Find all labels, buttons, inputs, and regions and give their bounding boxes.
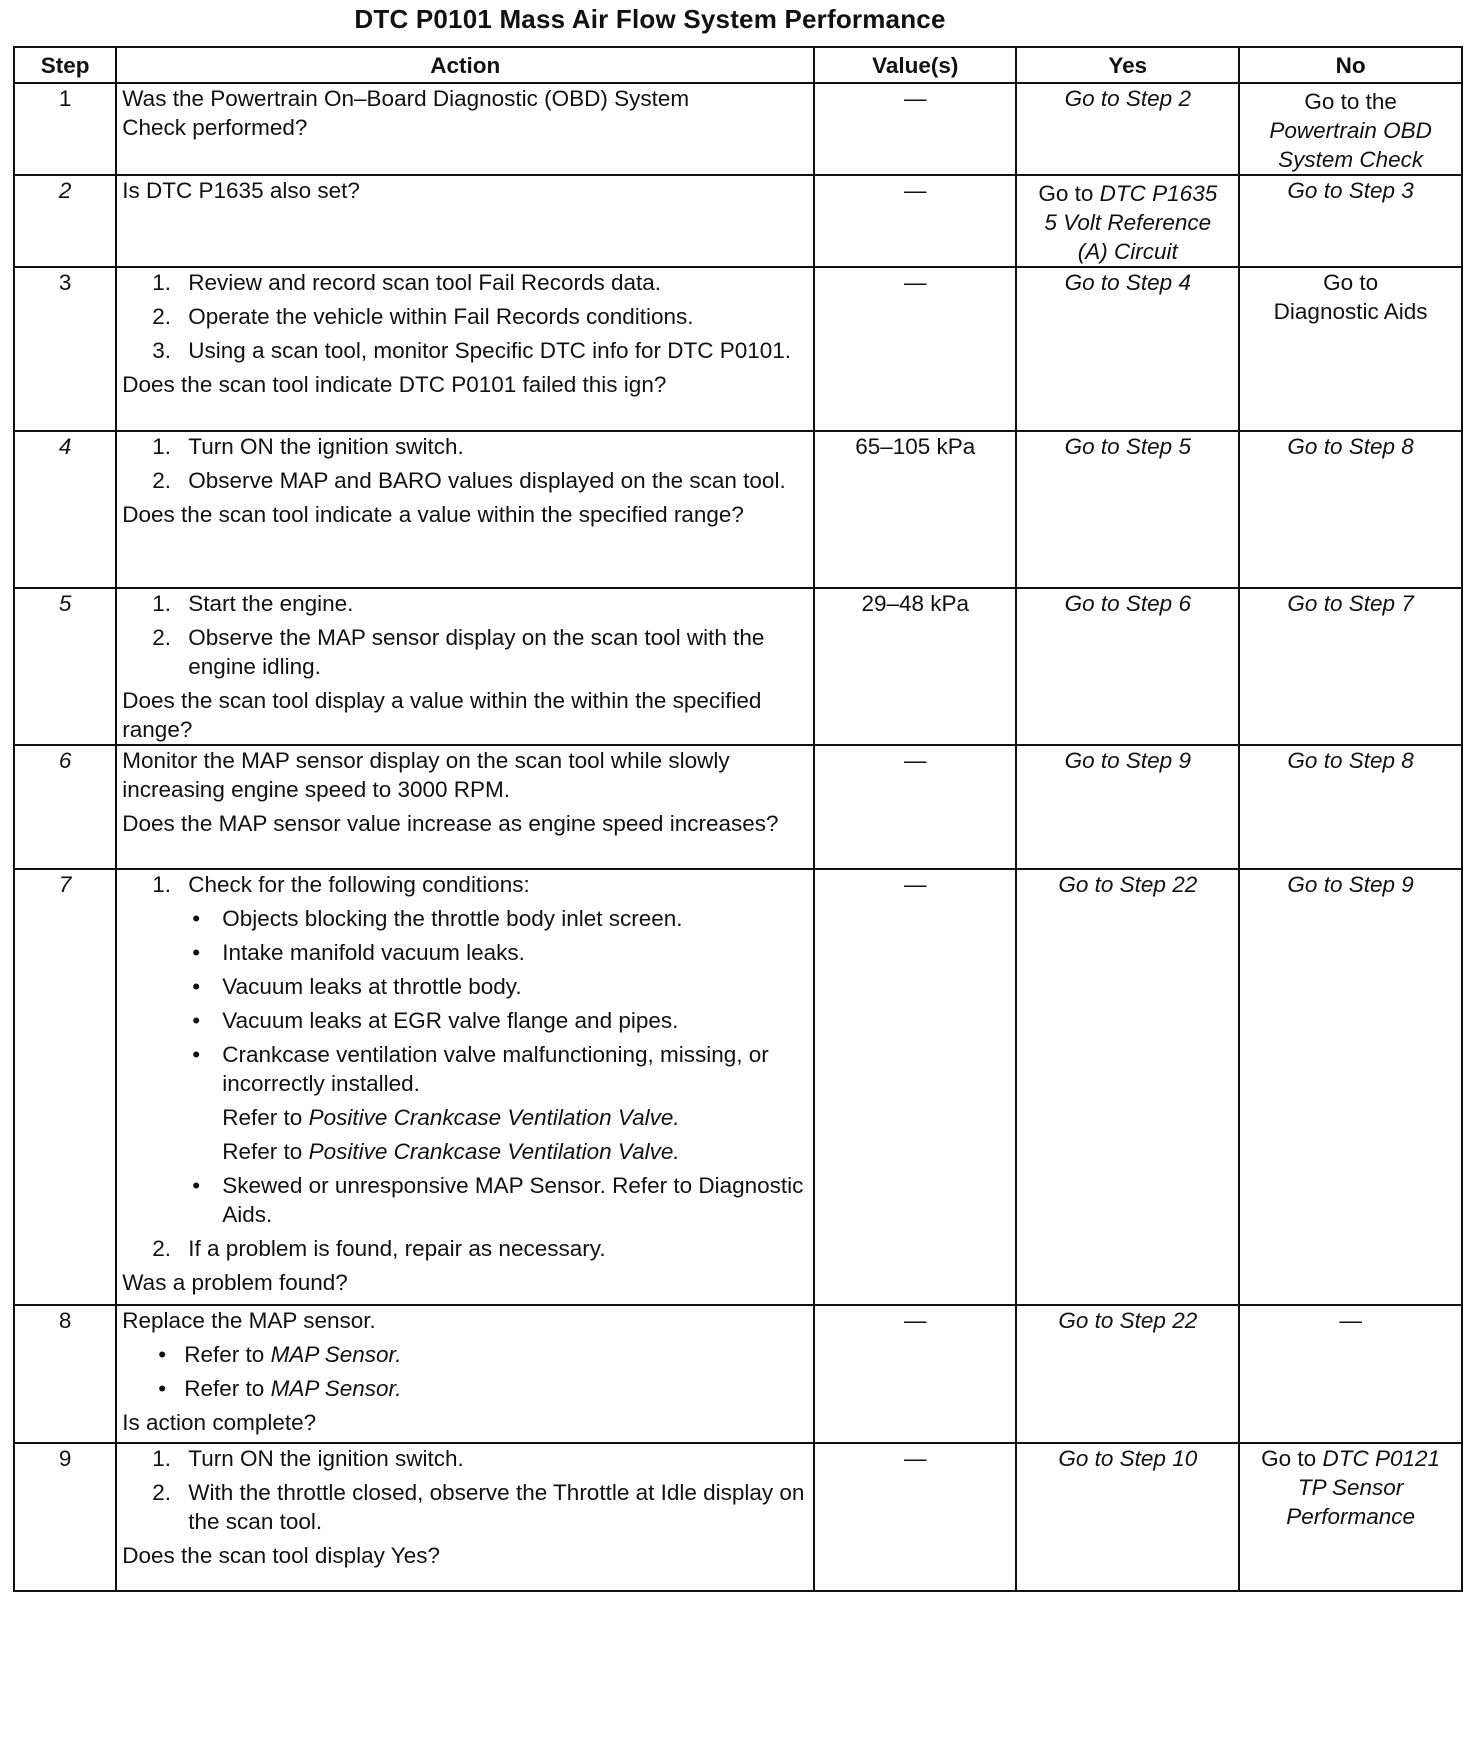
no-cell: Go to Step 3 [1239, 175, 1462, 267]
action-item: 1. Start the engine. [152, 591, 354, 616]
action-question: Does the scan tool indicate a value within the specified range? [122, 502, 744, 527]
action-cell [116, 1305, 814, 1443]
step-number: 9 [14, 1443, 116, 1591]
action-item: 1. Review and record scan tool Fail Records data. [152, 270, 662, 295]
bullet-item: • Intake manifold vacuum leaks. [192, 940, 525, 965]
refer-note: Refer to Positive Crankcase Ventilation Valve. [222, 1105, 680, 1130]
table-header-row [14, 47, 1462, 83]
bullet-item: • Refer to MAP Sensor. [158, 1376, 402, 1401]
action-cell [116, 431, 814, 588]
step-number: 2 [14, 175, 116, 267]
bullet-item: • Skewed or unresponsive MAP Sensor. Refer to Diagnostic Aids. [192, 1173, 804, 1227]
action-text: Monitor the MAP sensor display on the scan tool while slowly increasing engine speed to 3000 RPM. [122, 748, 730, 802]
yes-cell: Go to DTC P1635 5 Volt Reference (A) Circuit [1016, 175, 1239, 267]
bullet-item: • Crankcase ventilation valve malfunctioning, missing, or incorrectly installed. [192, 1042, 769, 1096]
value-cell: 29–48 kPa [814, 588, 1016, 745]
table-row [14, 1305, 1462, 1443]
no-cell: Go to Step 8 [1239, 431, 1462, 588]
no-cell: Go to the Powertrain OBD System Check [1239, 83, 1462, 175]
page-title: DTC P0101 Mass Air Flow System Performance [354, 4, 946, 34]
action-question: Does the MAP sensor value increase as engine speed increases? [122, 811, 779, 836]
action-cell [116, 175, 814, 267]
action-item: 2. Operate the vehicle within Fail Records conditions. [152, 304, 694, 329]
step-number: 6 [14, 745, 116, 869]
action-question: Does the scan tool display Yes? [122, 1543, 440, 1568]
action-item: 2. With the throttle closed, observe the Throttle at Idle display on the scan tool. [152, 1480, 805, 1534]
refer-note: Refer to Positive Crankcase Ventilation Valve. [222, 1139, 680, 1164]
header-action: Action [116, 47, 814, 83]
step-number: 4 [14, 431, 116, 588]
action-item: 2. Observe the MAP sensor display on the scan tool with the engine idling. [152, 625, 765, 679]
no-cell: Go to Step 7 [1239, 588, 1462, 745]
action-item: 3. Using a scan tool, monitor Specific DTC info for DTC P0101. [152, 338, 792, 363]
yes-cell: Go to Step 22 [1016, 1305, 1239, 1443]
action-question: Does the scan tool display a value within the within the specified range? [122, 688, 762, 742]
yes-cell: Go to Step 2 [1016, 83, 1239, 175]
yes-cell: Go to Step 22 [1016, 869, 1239, 1305]
step-number: 5 [14, 588, 116, 745]
bullet-item: • Objects blocking the throttle body inlet screen. [192, 906, 683, 931]
header-step: Step [14, 47, 116, 83]
yes-cell: Go to Step 9 [1016, 745, 1239, 869]
value-cell: — [814, 745, 1016, 869]
yes-cell: Go to Step 6 [1016, 588, 1239, 745]
value-cell: — [814, 869, 1016, 1305]
table-row [14, 588, 1462, 745]
action-item: 2. Observe MAP and BARO values displayed on the scan tool. [152, 468, 786, 493]
action-item: 1. Check for the following conditions: • Objects blocking the throttle body inlet screen. • Intake manifold vacuum leaks. • Vacuum leaks at throttle body. • Vacuum leaks at EGR valve flange and pipes. • Crankcase ventilation valve malfunctioning, missing, or incorrectly installed. Refer to Positive Crankcase Ventilation Valve. Refer to Positive Crankcase Ventilation Valve. • Skewed or unresponsive MAP Sensor. Refer to Diagnostic Aids. [122, 870, 808, 1229]
action-question: Was the Powertrain On–Board Diagnostic (OBD) System Check performed? [122, 86, 690, 140]
step-number: 8 [14, 1305, 116, 1443]
table-row [14, 745, 1462, 869]
step-number: 1 [14, 83, 116, 175]
action-question: Does the scan tool indicate DTC P0101 failed this ign? [122, 372, 667, 397]
action-cell [116, 869, 814, 1305]
bullet-item: • Refer to MAP Sensor. [158, 1342, 402, 1367]
no-cell: — [1239, 1305, 1462, 1443]
step-number: 3 [14, 267, 116, 431]
table-row [14, 83, 1462, 175]
action-cell [116, 1443, 814, 1591]
yes-cell: Go to Step 10 [1016, 1443, 1239, 1591]
no-cell: Go to DTC P0121 TP Sensor Performance [1239, 1443, 1462, 1591]
table-row [14, 431, 1462, 588]
bullet-item: • Vacuum leaks at throttle body. [192, 974, 522, 999]
no-cell: Go to Diagnostic Aids [1239, 267, 1462, 431]
table-row [14, 869, 1462, 1305]
bullet-item: • Vacuum leaks at EGR valve flange and pipes. [192, 1008, 679, 1033]
action-cell [116, 745, 814, 869]
action-text: Replace the MAP sensor. [122, 1308, 376, 1333]
table-row [14, 1443, 1462, 1591]
action-question: Is action complete? [122, 1410, 317, 1435]
value-cell: — [814, 1443, 1016, 1591]
dtc-table [13, 46, 1463, 1592]
action-question: Is DTC P1635 also set? [122, 178, 360, 203]
yes-cell: Go to Step 4 [1016, 267, 1239, 431]
action-cell [116, 588, 814, 745]
table-row [14, 175, 1462, 267]
header-no: No [1239, 47, 1462, 83]
step-number: 7 [14, 869, 116, 1305]
action-item: 1. Turn ON the ignition switch. [152, 1446, 464, 1471]
no-cell: Go to Step 9 [1239, 869, 1462, 1305]
action-item: 2. If a problem is found, repair as necessary. [152, 1236, 606, 1261]
no-cell: Go to Step 8 [1239, 745, 1462, 869]
action-cell [116, 83, 814, 175]
header-yes: Yes [1016, 47, 1239, 83]
table-row [14, 267, 1462, 431]
action-cell [116, 267, 814, 431]
value-cell: — [814, 1305, 1016, 1443]
value-cell: — [814, 175, 1016, 267]
value-cell: 65–105 kPa [814, 431, 1016, 588]
value-cell: — [814, 267, 1016, 431]
value-cell: — [814, 83, 1016, 175]
action-item: 1. Turn ON the ignition switch. [152, 434, 464, 459]
header-values: Value(s) [814, 47, 1016, 83]
action-question: Was a problem found? [122, 1270, 348, 1295]
yes-cell: Go to Step 5 [1016, 431, 1239, 588]
